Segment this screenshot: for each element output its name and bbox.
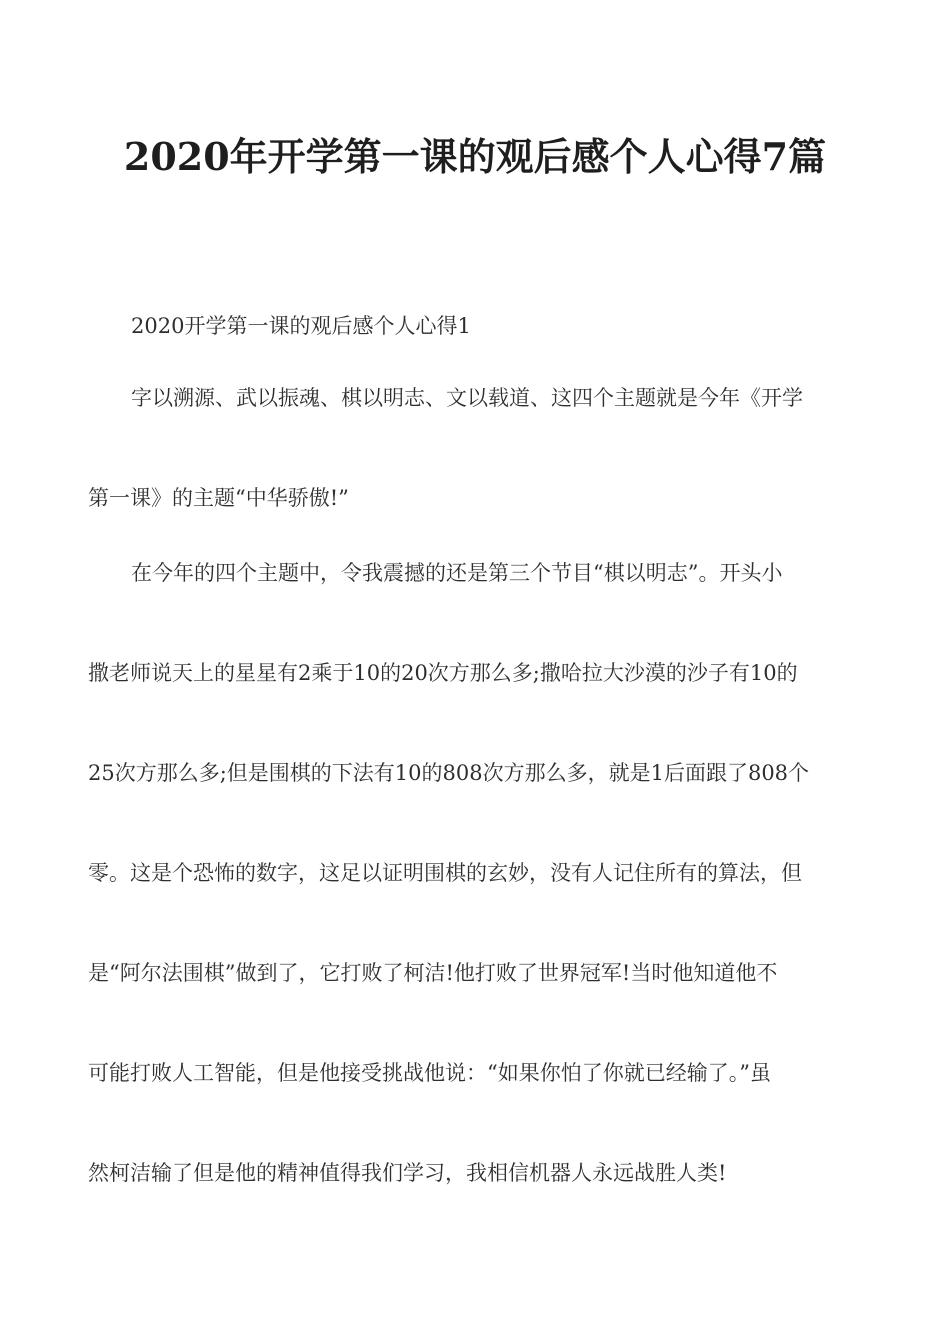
paragraph-1-line-1: 字以溯源、武以振魂、棋以明志、文以载道、这四个主题就是今年《开学 xyxy=(131,386,803,410)
paragraph-2-line-2: 撒老师说天上的星星有2乘于10的20次方那么多;撒哈拉大沙漠的沙子有10的 xyxy=(88,661,798,685)
document-title: 2020年开学第一课的观后感个人心得7篇 xyxy=(123,134,827,179)
paragraph-2-line-7: 然柯洁输了但是他的精神值得我们学习，我相信机器人永远战胜人类! xyxy=(88,1161,727,1185)
paragraph-1-line-2: 第一课》的主题“中华骄傲!” xyxy=(88,486,349,510)
paragraph-2-line-5: 是“阿尔法围棋”做到了，它打败了柯洁!他打败了世界冠军!当时他知道他不 xyxy=(88,961,778,985)
paragraph-2-line-1: 在今年的四个主题中，令我震撼的还是第三个节目“棋以明志”。开头小 xyxy=(131,561,783,585)
paragraph-2-line-6: 可能打败人工智能，但是他接受挑战他说：“如果你怕了你就已经输了。”虽 xyxy=(88,1061,771,1085)
section-heading: 2020开学第一课的观后感个人心得1 xyxy=(131,314,471,338)
paragraph-2-line-4: 零。这是个恐怖的数字，这足以证明围棋的玄妙，没有人记住所有的算法，但 xyxy=(88,861,802,885)
paragraph-2-line-3: 25次方那么多;但是围棋的下法有10的808次方那么多，就是1后面跟了808个 xyxy=(88,761,810,785)
